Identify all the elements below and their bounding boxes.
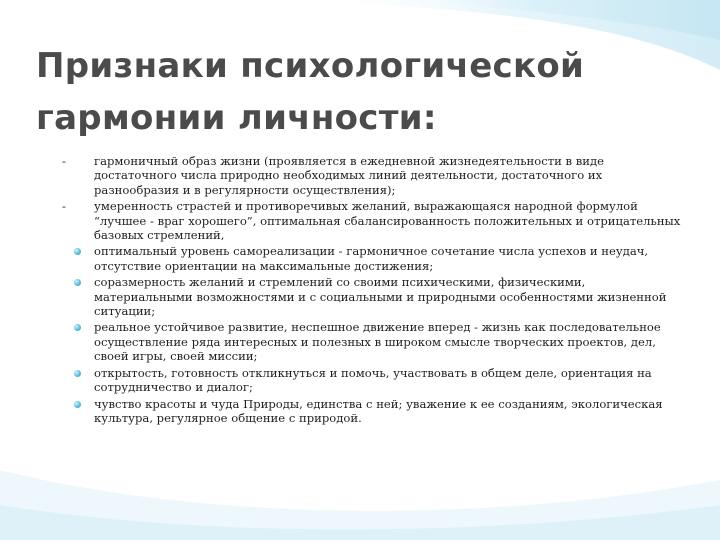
list-item — [62, 366, 682, 395]
list-item-text: чувство красоты и чуда Природы, единства с ней; уважение к ее созданиям, экологическая культура, регулярное общение с природой. — [94, 396, 663, 425]
dash-marker: - — [62, 154, 66, 168]
list-item — [62, 397, 682, 426]
bullet-icon — [74, 401, 81, 408]
list-item — [62, 154, 682, 197]
slide-title-line-2: гармонии личности: — [36, 98, 437, 138]
list-item-text: открытость, готовность откликнуться и помочь, участвовать в общем деле, ориентация на сотрудничество и диалог; — [94, 365, 652, 395]
bullet-icon — [74, 248, 81, 255]
list-item — [62, 320, 682, 363]
bullet-icon — [74, 324, 81, 331]
list-item-text: умеренность страстей и противоречивых желаний, выражающаяся народной формулой “лучшее - враг хорошего”, оптимальная сбалансированность положительных и отрицательных базовых стремлений, — [94, 199, 681, 243]
slide-title-line-1: Признаки психологической — [36, 46, 585, 86]
bullet-icon — [74, 279, 81, 286]
list-item-text: гармоничный образ жизни (проявляется в ежедневной жизнедеятельности в виде достаточного числа природно необходимых линий деятельности, достаточного их разнообразия и в регулярности осуществления); — [94, 154, 605, 197]
list-item — [62, 199, 682, 242]
list-item — [62, 244, 682, 273]
list-item — [62, 275, 682, 318]
bullet-icon — [74, 370, 81, 377]
list-item-text: оптимальный уровень самореализации - гармоничное сочетание числа успехов и неудач, отсутствие ориентации на максимальные достижения; — [94, 244, 649, 273]
dash-marker: - — [62, 199, 66, 214]
signs-list — [62, 154, 682, 427]
list-item-text: реальное устойчивое развитие, неспешное движение вперед - жизнь как последовательное осуществление ряда интересных и полезных в широком смысле творческих проектов, дел, своей игры, своей миссии; — [94, 320, 661, 364]
slide-title — [36, 40, 676, 144]
list-item-text: соразмерность желаний и стремлений со своими психическими, физическими, материальными возможностями и с социальными и природными особенностями жизненной ситуации; — [94, 275, 667, 319]
